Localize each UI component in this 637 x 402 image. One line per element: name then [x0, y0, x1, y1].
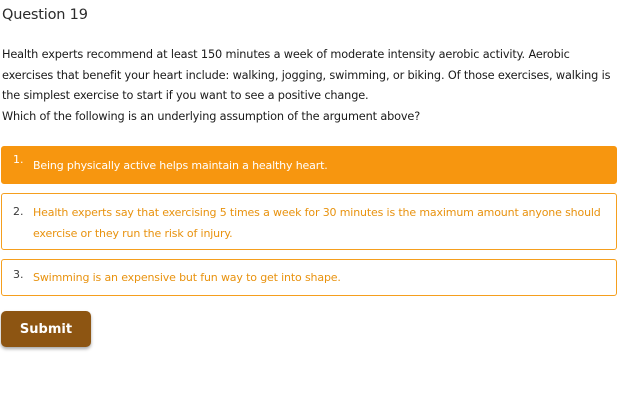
answer-option-3[interactable] — [1, 259, 617, 296]
option-text: Health experts say that exercising 5 times a week for 30 minutes is the maximum amount anyone should exercise or they run the risk of injury. — [33, 206, 601, 240]
answer-option-2[interactable] — [1, 193, 617, 250]
option-number: 3. — [13, 268, 24, 281]
option-number: 1. — [13, 153, 24, 166]
option-number: 2. — [13, 205, 24, 218]
submit-button[interactable]: Submit — [1, 311, 91, 347]
option-text: Swimming is an expensive but fun way to get into shape. — [33, 271, 341, 284]
question-title: Question 19 — [2, 7, 88, 23]
question-prompt: Which of the following is an underlying assumption of the argument above? — [2, 110, 421, 124]
option-text: Being physically active helps maintain a healthy heart. — [33, 159, 328, 172]
answer-option-1[interactable] — [1, 146, 617, 184]
stem-paragraph: Health experts recommend at least 150 minutes a week of moderate intensity aerobic activity. Aerobic exercises that benefit your heart include: walking, jogging, swimming, or biking. Of those exercises, walking is the simplest exercise to start if you want to see a positive change. — [2, 48, 611, 103]
question-stem — [2, 45, 624, 128]
